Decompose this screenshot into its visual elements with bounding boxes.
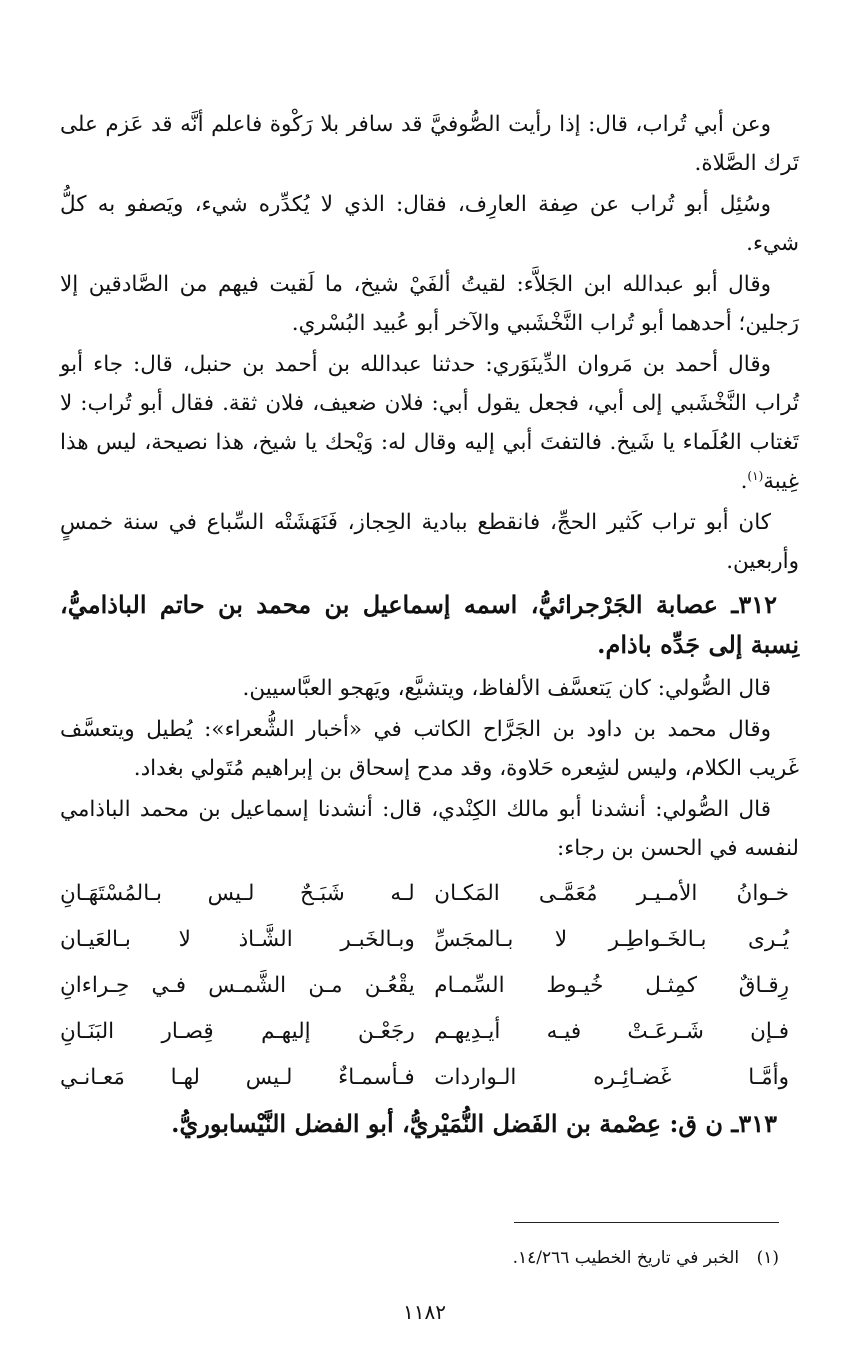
footnote-text: الخبر في تاريخ الخطيب ١٤/٢٦٦. (512, 1248, 740, 1268)
paragraph-suli-2: قال الصُّولي: أنشدنا أبو مالك الكِنْدي، قال: أنشدنا إسماعيل بن محمد الباذامي لنفسه في الحسن بن رجاء: (60, 797, 799, 861)
poem (60, 870, 799, 1100)
entry-heading-313: ٣١٣ـ ن ق: عِصْمة بن الفَضل النُّمَيْريُّ، أبو الفضل النَّيْسابوريُّ. (171, 1109, 777, 1138)
poem-verse (60, 916, 799, 962)
verse-first-hemistich: رِقـاقٌ كمِثـل خُيـوط السِّمـام (434, 972, 789, 998)
paragraph-suli-1: قال الصُّولي: كان يَتعسَّف الألفاظ، ويتشيَّع، ويَهجو العبَّاسيين. (242, 676, 771, 701)
paragraph-arif: وسُئِل أبو تُراب عن صِفة العارِف، فقال: الذي لا يُكدِّره شيء، ويَصفو به كلُّ شيء. (60, 192, 799, 256)
paragraph-dinawari-text: وقال أحمد بن مَروان الدِّينَوَري: حدثنا عبدالله بن أحمد بن حنبل، قال: جاء أبو تُراب النَّخْشَبي إلى أبي، فجعل يقول أبي: فلان ضعيف، فلان ثقة. فقال أبو تُراب: لا تَغتاب العُلَماء يا شَيخ. فالتفتَ أبي إليه وقال له: وَيْحك يا شيخ، هذا نصيحة، ليس هذا غِيبة (60, 352, 799, 494)
page-number: ١١٨٢ (403, 1300, 446, 1324)
poem-verse (60, 962, 799, 1008)
entry-heading-312: ٣١٢ـ عصابة الجَرْجرائيُّ، اسمه إسماعيل بن محمد بن حاتم الباذاميُّ، نِسبة إلى جَدِّه باذام. (60, 590, 799, 659)
footnote (279, 1245, 779, 1271)
paragraph-ibn-jarrah: وقال محمد بن داود بن الجَرَّاح الكاتب في «أخبار الشُّعراء»: يُطيل ويتعسَّف غَريب الكلام، وليس لشِعره حَلاوة، وقد مدح إسحاق بن إبراهيم مُتَولي بغداد. (60, 717, 799, 781)
poem-verse (60, 870, 799, 916)
paragraph-hajj: كان أبو تراب كَثير الحجِّ، فانقطع ببادية الحِجاز، فَنَهَشَتْه السِّباع في سنة خمسٍ وأربعين. (60, 510, 799, 574)
verse-second-hemistich: لـه شَبَـحٌ لـيس بـالمُسْتَهَـانِ (60, 880, 415, 906)
verse-second-hemistich: فـأسمـاءٌ لـيس لهـا مَعـانـي (60, 1064, 415, 1090)
verse-first-hemistich: فـإن شَـرعَـتْ فيـه أيـدِيهـم (434, 1018, 789, 1044)
verse-second-hemistich: يقْعُـن مـن الشَّمـس فـي حِـراءانِ (60, 972, 415, 998)
verse-second-hemistich: وبـالخَبـر الشَّـاذ لا بـالعَيـان (60, 926, 415, 952)
page-body (60, 105, 799, 1148)
footnote-reference: (١) (747, 468, 764, 483)
paragraph-ibn-jalla: وقال أبو عبدالله ابن الجَلاَّء: لقيتُ ألفَيْ شيخ، ما لَقيت فيهم من الصَّادقين إلا رَجلين؛ أحدهما أبو تُراب النَّخْشَبي والآخر أبو عُبيد البُسْري. (60, 272, 799, 336)
verse-second-hemistich: رجَعْـن إليهـم قِصـار البَنَـانِ (60, 1018, 415, 1044)
footnote-number: (١) (756, 1248, 779, 1268)
footnote-divider (514, 1222, 779, 1223)
verse-first-hemistich: خـوانُ الأمـيـر مُعَمَّـى المَكـان (434, 880, 789, 906)
paragraph-abu-turab-sufi: وعن أبي تُراب، قال: إذا رأيت الصُّوفيَّ قد سافر بلا رَكْوة فاعلم أنَّه قد عَزم على تَرك الصَّلاة. (60, 112, 799, 176)
paragraph-dinawari: وقال أحمد بن مَروان الدِّينَوَري: حدثنا عبدالله بن أحمد بن حنبل، قال: جاء أبو تُراب النَّخْشَبي إلى أبي، فجعل يقول أبي: فلان ضعيف، فلان ثقة. فقال أبو تُراب: لا تَغتاب العُلَماء يا شَيخ. فالتفتَ أبي إليه وقال له: وَيْحك يا شيخ، هذا نصيحة، ليس هذا غِيبة$^{(١)}$. (60, 352, 799, 494)
poem-verse (60, 1054, 799, 1100)
poem-verse (60, 1008, 799, 1054)
verse-first-hemistich: يُـرى بـالخَـواطِـر لا بـالمجَسِّ (434, 926, 789, 952)
verse-first-hemistich: وأمَّـا غَضـائِـره الـواردات (434, 1064, 789, 1090)
